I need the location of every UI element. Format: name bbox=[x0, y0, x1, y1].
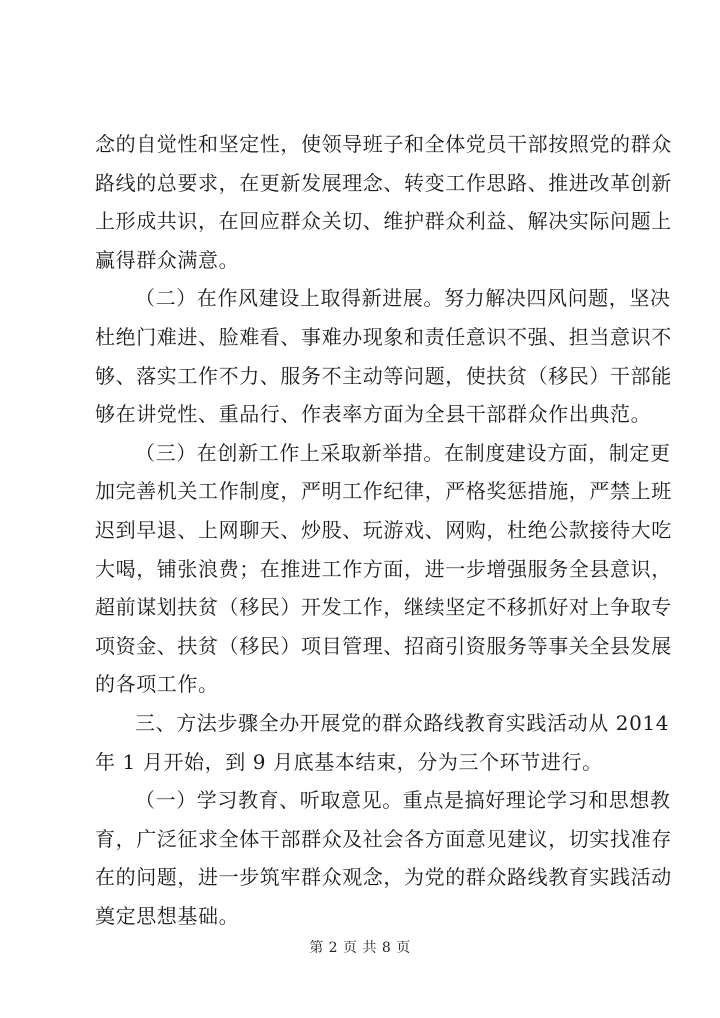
text-line: 加完善机关工作制度，严明工作纪律，严格奖惩措施，严禁上班 bbox=[95, 479, 672, 504]
text-line: 迟到早退、上网聊天、炒股、玩游戏、网购，杜绝公款接待大吃 bbox=[95, 517, 672, 542]
text-line: 念的自觉性和坚定性，使领导班子和全体党员干部按照党的群众 bbox=[95, 132, 672, 156]
text-line: （一）学习教育、听取意见。重点是搞好理论学习和思想教 bbox=[135, 788, 671, 813]
text-line: 赢得群众满意。 bbox=[95, 247, 240, 272]
page-number-footer: 第 2 页 共 8 页 bbox=[309, 940, 411, 956]
paragraph-innovation bbox=[95, 434, 672, 704]
paragraph-continuation bbox=[95, 125, 672, 279]
text-line: 杜绝门难进、脸难看、事难办现象和责任意识不强、担当意识不 bbox=[95, 324, 672, 349]
text-line: 三、方法步骤全办开展党的群众路线教育实践活动从 2014 bbox=[135, 710, 670, 735]
text-line: 奠定思想基础。 bbox=[95, 903, 240, 928]
text-line: 上形成共识，在回应群众关切、维护群众利益、解决实际问题上 bbox=[95, 209, 672, 234]
text-line: 路线的总要求，在更新发展理念、转变工作思路、推进改革创新 bbox=[95, 170, 672, 195]
text-line: 在的问题，进一步筑牢群众观念，为党的群众路线教育实践活动 bbox=[95, 865, 672, 890]
text-line: 够在讲党性、重品行、作表率方面为全县干部群众作出典范。 bbox=[95, 402, 652, 427]
text-line: 育，广泛征求全体干部群众及社会各方面意见建议，切实找准存 bbox=[95, 826, 672, 851]
text-line: （二）在作风建设上取得新进展。努力解决四风问题，坚决 bbox=[135, 286, 671, 311]
body-text bbox=[95, 125, 672, 935]
paragraph-study-education bbox=[95, 781, 672, 935]
text-line: 够、落实工作不力、服务不主动等问题，使扶贫（移民）干部能 bbox=[95, 363, 672, 388]
paragraph-methods-steps bbox=[95, 704, 670, 781]
text-line: 的各项工作。 bbox=[95, 672, 219, 697]
text-line: （三）在创新工作上采取新举措。在制度建设方面，制定更 bbox=[135, 440, 671, 465]
text-line: 项资金、扶贫（移民）项目管理、招商引资服务等事关全县发展 bbox=[95, 633, 672, 658]
text-line: 年 1 月开始，到 9 月底基本结束，分为三个环节进行。 bbox=[95, 749, 603, 774]
text-line: 超前谋划扶贫（移民）开发工作，继续坚定不移抓好对上争取专 bbox=[95, 595, 672, 620]
text-line: 大喝，铺张浪费；在推进工作方面，进一步增强服务全县意识， bbox=[95, 556, 672, 581]
paragraph-work-style bbox=[95, 279, 672, 433]
